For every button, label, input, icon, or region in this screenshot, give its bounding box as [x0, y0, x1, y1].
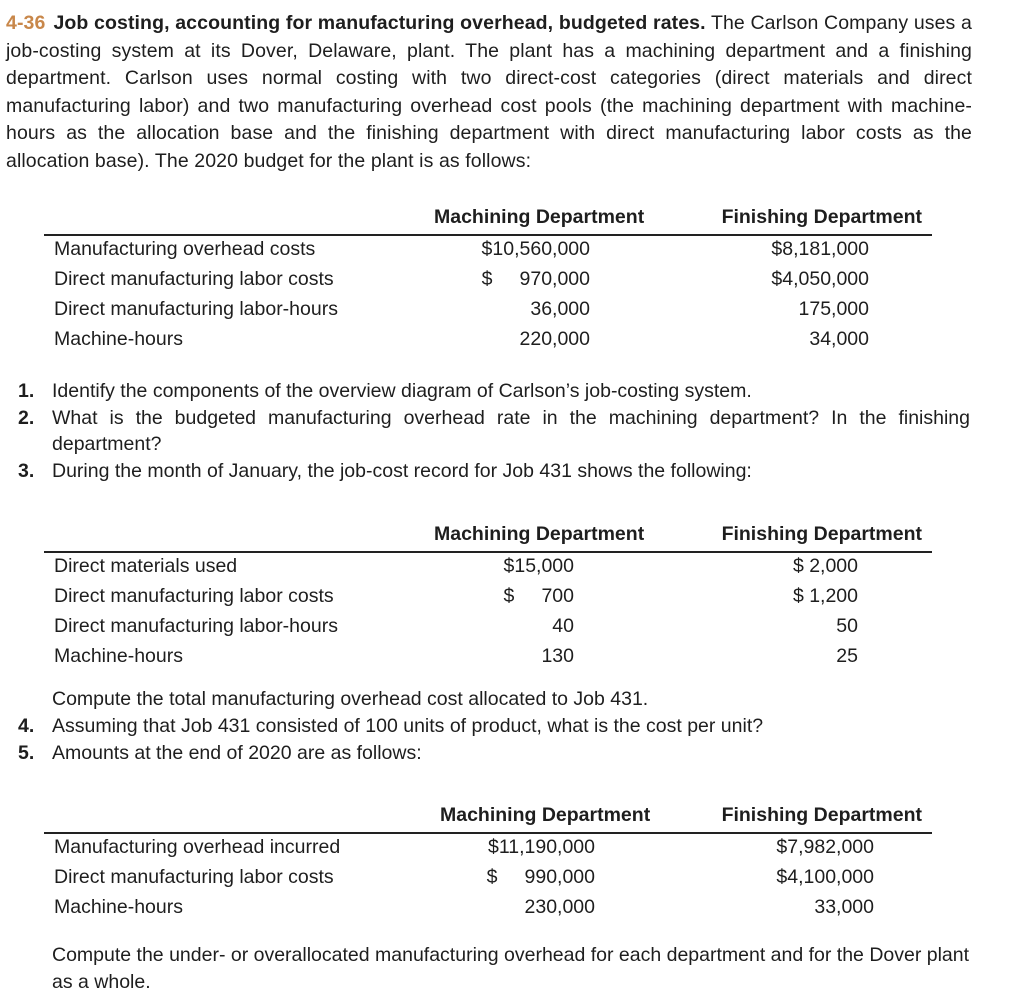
table-row: [44, 268, 932, 298]
table-row: [44, 645, 932, 675]
row-label: Direct materials used: [54, 555, 238, 577]
row-label: Machine-hours: [54, 896, 183, 918]
q3-followup: Compute the total manufacturing overhead cost allocated to Job 431.: [52, 688, 649, 710]
question-text: Assuming that Job 431 consisted of 100 units of product, what is the cost per unit?: [52, 715, 764, 737]
table-header-finishing: Finishing Department: [721, 206, 922, 228]
table-rule: [44, 551, 932, 553]
row-label: Direct manufacturing labor-hours: [54, 615, 338, 637]
machining-value: 40: [552, 615, 574, 637]
table-header-machining: Machining Department: [440, 804, 651, 826]
question-number: 2.: [18, 406, 35, 429]
problem-intro: [6, 10, 972, 175]
question-number: 5.: [18, 741, 35, 764]
table-row: [44, 896, 932, 926]
finishing-value: 34,000: [809, 328, 869, 350]
machining-value: $ 700: [503, 585, 574, 607]
job-431-table: [44, 523, 932, 673]
table-header-machining: Machining Department: [434, 206, 645, 228]
question-item: [18, 378, 970, 405]
year-end-table: [44, 804, 932, 924]
machining-value: 130: [541, 645, 574, 667]
finishing-value: $4,100,000: [776, 866, 874, 888]
row-label: Machine-hours: [54, 328, 183, 350]
row-label: Direct manufacturing labor-hours: [54, 298, 338, 320]
question-item: [18, 740, 970, 767]
machining-value: $15,000: [503, 555, 574, 577]
question-list: [18, 378, 970, 484]
finishing-value: 50: [836, 615, 858, 637]
problem-title: Job costing, accounting for manufacturing overhead, budgeted rates.: [53, 12, 706, 34]
table-rule: [44, 234, 932, 236]
problem-number: 4-36: [6, 12, 46, 34]
question-list-2: [18, 713, 970, 766]
table-row: [44, 836, 932, 866]
table-rule: [44, 832, 932, 834]
question-item: [18, 458, 970, 485]
finishing-value: 33,000: [814, 896, 874, 918]
question-item: [18, 713, 970, 740]
table-row: [44, 238, 932, 268]
machining-value: $10,560,000: [481, 238, 590, 260]
finishing-value: $7,982,000: [776, 836, 874, 858]
question-text: What is the budgeted manufacturing overhead rate in the machining department? In the finishing department?: [52, 406, 970, 455]
question-text: Identify the components of the overview diagram of Carlson’s job-costing system.: [52, 380, 752, 402]
finishing-value: 175,000: [798, 298, 869, 320]
question-number: 4.: [18, 715, 35, 737]
finishing-value: $8,181,000: [771, 238, 869, 260]
table-header-finishing: Finishing Department: [721, 523, 922, 545]
machining-value: 230,000: [524, 896, 595, 918]
machining-value: $ 970,000: [481, 268, 590, 290]
finishing-value: $4,050,000: [771, 268, 869, 290]
question-number: 1.: [18, 380, 35, 402]
question-text: Amounts at the end of 2020 are as follows:: [52, 741, 422, 764]
table-row: [44, 866, 932, 896]
finishing-value: $ 1,200: [792, 585, 858, 607]
question-text: During the month of January, the job-cost record for Job 431 shows the following:: [52, 459, 752, 482]
table-header-finishing: Finishing Department: [721, 804, 922, 826]
table-row: [44, 585, 932, 615]
question-number: 3.: [18, 459, 35, 482]
problem-intro-text: The Carlson Company uses a job-costing system at its Dover, Delaware, plant. The plant has a machining department and a finishing department. Carlson uses normal costing with two direct-cost categories (direct materials and direct manufacturing labor) and two manufacturing overhead cost pools (the machining department with machine-hours as the allocation base and the finishing department with direct manufacturing labor costs as the allocation base). The 2020 budget for the plant is as follows:: [6, 12, 972, 172]
finishing-value: 25: [836, 645, 858, 667]
machining-value: $ 990,000: [486, 866, 595, 888]
q5-followup: Compute the under- or overallocated manufacturing overhead for each department and for the Dover plant as a whole.: [52, 944, 970, 993]
table-row: [44, 298, 932, 328]
budget-table: [44, 206, 932, 356]
finishing-value: $ 2,000: [792, 555, 858, 577]
table-row: [44, 328, 932, 358]
table-row: [44, 615, 932, 645]
machining-value: 36,000: [530, 298, 590, 320]
table-header-machining: Machining Department: [434, 523, 645, 545]
machining-value: 220,000: [519, 328, 590, 350]
row-label: Direct manufacturing labor costs: [54, 268, 334, 290]
question-item: [18, 405, 970, 458]
row-label: Machine-hours: [54, 645, 183, 667]
row-label: Manufacturing overhead incurred: [54, 836, 341, 858]
machining-value: $11,190,000: [488, 836, 595, 858]
row-label: Direct manufacturing labor costs: [54, 585, 334, 607]
table-row: [44, 555, 932, 585]
row-label: Manufacturing overhead costs: [54, 238, 316, 260]
row-label: Direct manufacturing labor costs: [54, 866, 334, 888]
